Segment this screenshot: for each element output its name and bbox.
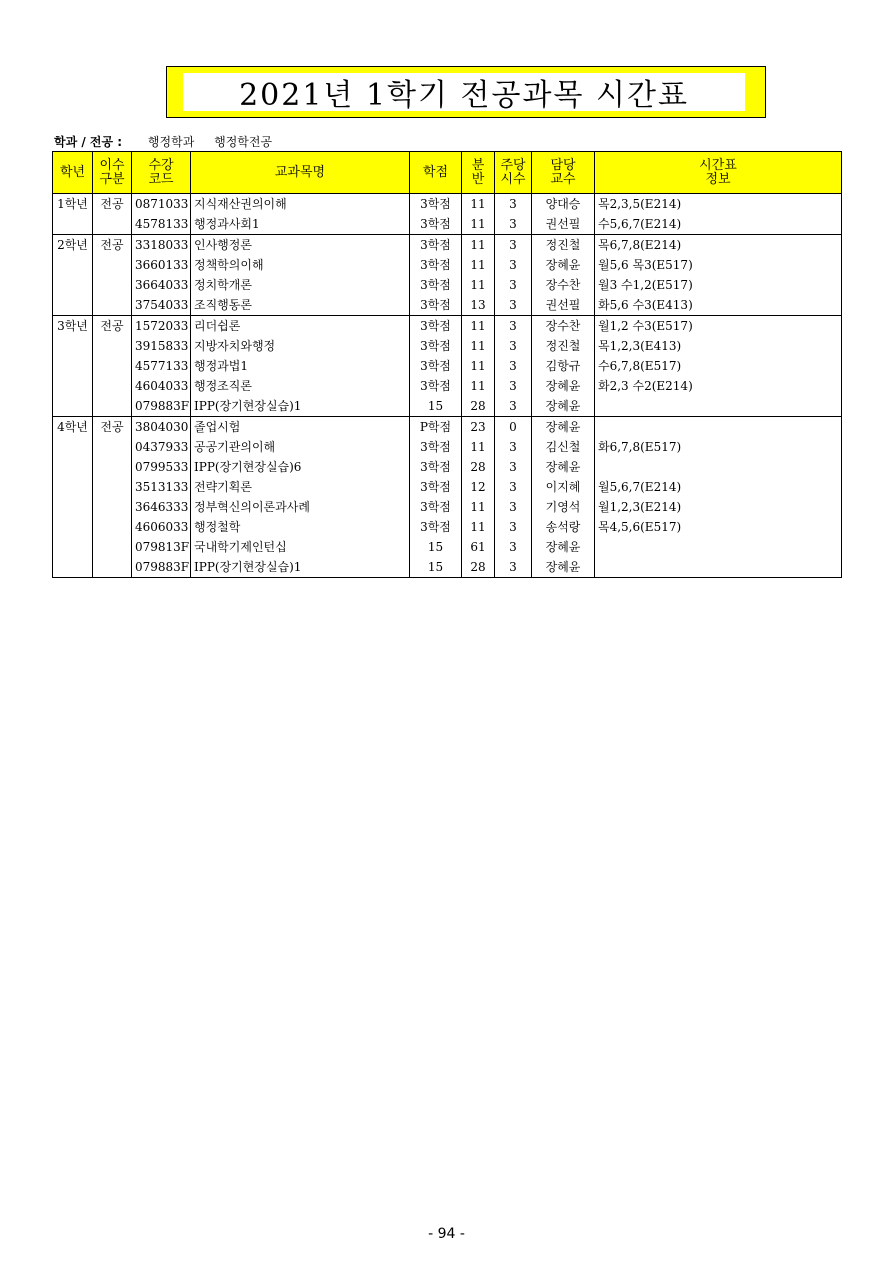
course-hours: 3 [495, 557, 532, 578]
header-course-name: 교과목명 [191, 152, 410, 194]
course-type [93, 457, 132, 477]
course-code: 0871033 [132, 194, 191, 215]
course-section: 23 [462, 417, 495, 438]
course-type: 전공 [93, 194, 132, 215]
table-row [53, 437, 842, 457]
course-code: 4578133 [132, 214, 191, 235]
course-credit: 3학점 [410, 376, 462, 396]
course-timetable: 목2,3,5(E214) [595, 194, 842, 215]
course-hours: 3 [495, 437, 532, 457]
course-professor: 김항규 [532, 356, 595, 376]
course-name: 조직행동론 [191, 295, 410, 316]
course-professor: 장수찬 [532, 275, 595, 295]
course-type [93, 437, 132, 457]
course-section: 11 [462, 517, 495, 537]
course-timetable [595, 396, 842, 417]
course-professor: 정진철 [532, 336, 595, 356]
course-hours: 3 [495, 497, 532, 517]
course-credit: P학점 [410, 417, 462, 438]
course-professor: 장혜윤 [532, 537, 595, 557]
course-professor: 장혜윤 [532, 255, 595, 275]
course-credit: 3학점 [410, 356, 462, 376]
table-row [53, 255, 842, 275]
table-row [53, 477, 842, 497]
course-code: 4577133 [132, 356, 191, 376]
course-year [53, 557, 93, 578]
course-year: 1학년 [53, 194, 93, 215]
course-timetable: 목4,5,6(E517) [595, 517, 842, 537]
course-code: 1572033 [132, 316, 191, 337]
course-name: 행정철학 [191, 517, 410, 537]
course-type [93, 336, 132, 356]
course-professor: 권선필 [532, 214, 595, 235]
course-code: 3664033 [132, 275, 191, 295]
course-type [93, 275, 132, 295]
course-hours: 3 [495, 235, 532, 256]
course-code: 079813F [132, 537, 191, 557]
course-professor: 기영석 [532, 497, 595, 517]
course-type: 전공 [93, 235, 132, 256]
course-timetable: 월3 수1,2(E517) [595, 275, 842, 295]
course-timetable: 월5,6 목3(E517) [595, 255, 842, 275]
course-year [53, 457, 93, 477]
course-year [53, 437, 93, 457]
course-name: IPP(장기현장실습)1 [191, 396, 410, 417]
course-hours: 0 [495, 417, 532, 438]
course-code: 3513133 [132, 477, 191, 497]
course-timetable: 월1,2,3(E214) [595, 497, 842, 517]
course-name: 행정조직론 [191, 376, 410, 396]
course-hours: 3 [495, 537, 532, 557]
course-type [93, 517, 132, 537]
course-credit: 3학점 [410, 295, 462, 316]
course-credit: 3학점 [410, 194, 462, 215]
course-type [93, 477, 132, 497]
course-credit: 3학점 [410, 457, 462, 477]
course-credit: 3학점 [410, 497, 462, 517]
course-code: 3804030 [132, 417, 191, 438]
course-type [93, 255, 132, 275]
table-row [53, 275, 842, 295]
course-year [53, 356, 93, 376]
course-credit: 3학점 [410, 336, 462, 356]
course-type [93, 356, 132, 376]
table-row [53, 235, 842, 256]
course-year: 3학년 [53, 316, 93, 337]
course-name: 지식재산권의이해 [191, 194, 410, 215]
course-name: 국내학기제인턴십 [191, 537, 410, 557]
course-name: 정부혁신의이론과사례 [191, 497, 410, 517]
course-name: 리더쉽론 [191, 316, 410, 337]
course-section: 11 [462, 194, 495, 215]
course-timetable: 화6,7,8(E517) [595, 437, 842, 457]
course-section: 11 [462, 356, 495, 376]
course-hours: 3 [495, 194, 532, 215]
table-row [53, 417, 842, 438]
course-name: 졸업시험 [191, 417, 410, 438]
course-section: 12 [462, 477, 495, 497]
course-professor: 정진철 [532, 235, 595, 256]
course-year [53, 336, 93, 356]
schedule-body [53, 194, 842, 578]
course-timetable: 수5,6,7(E214) [595, 214, 842, 235]
title-box [166, 66, 766, 118]
course-timetable [595, 417, 842, 438]
table-row [53, 457, 842, 477]
course-timetable: 화5,6 수3(E413) [595, 295, 842, 316]
course-timetable: 목6,7,8(E214) [595, 235, 842, 256]
course-credit: 3학점 [410, 316, 462, 337]
course-type [93, 497, 132, 517]
course-credit: 3학점 [410, 255, 462, 275]
course-hours: 3 [495, 457, 532, 477]
course-credit: 3학점 [410, 437, 462, 457]
course-code: 4604033 [132, 376, 191, 396]
course-name: 인사행정론 [191, 235, 410, 256]
department-name: 행정학과 [147, 135, 195, 149]
course-name: 행정과사회1 [191, 214, 410, 235]
course-section: 11 [462, 376, 495, 396]
course-timetable: 화2,3 수2(E214) [595, 376, 842, 396]
course-code: 3660133 [132, 255, 191, 275]
course-year [53, 295, 93, 316]
course-hours: 3 [495, 396, 532, 417]
table-row [53, 194, 842, 215]
course-type: 전공 [93, 417, 132, 438]
table-row [53, 214, 842, 235]
course-type [93, 537, 132, 557]
course-type [93, 376, 132, 396]
course-type [93, 557, 132, 578]
table-row [53, 497, 842, 517]
course-name: 전략기획론 [191, 477, 410, 497]
schedule-table [52, 151, 842, 578]
course-section: 11 [462, 437, 495, 457]
course-section: 61 [462, 537, 495, 557]
course-section: 11 [462, 214, 495, 235]
course-code: 0437933 [132, 437, 191, 457]
course-section: 11 [462, 255, 495, 275]
page-title: 2021년 1학기 전공과목 시간표 [183, 73, 745, 111]
course-professor: 김신철 [532, 437, 595, 457]
course-section: 28 [462, 396, 495, 417]
course-hours: 3 [495, 275, 532, 295]
course-professor: 장수찬 [532, 316, 595, 337]
course-professor: 장혜윤 [532, 376, 595, 396]
course-timetable: 월5,6,7(E214) [595, 477, 842, 497]
course-credit: 3학점 [410, 477, 462, 497]
course-professor: 이지혜 [532, 477, 595, 497]
course-credit: 15 [410, 396, 462, 417]
course-timetable [595, 557, 842, 578]
major-name: 행정학전공 [214, 135, 273, 149]
course-professor: 양대승 [532, 194, 595, 215]
course-hours: 3 [495, 214, 532, 235]
course-professor: 장혜윤 [532, 557, 595, 578]
course-credit: 15 [410, 537, 462, 557]
course-section: 28 [462, 457, 495, 477]
course-code: 4606033 [132, 517, 191, 537]
course-year [53, 537, 93, 557]
course-credit: 3학점 [410, 235, 462, 256]
header-hours: 주당 시수 [495, 152, 532, 194]
course-credit: 3학점 [410, 275, 462, 295]
course-type [93, 214, 132, 235]
course-timetable: 목1,2,3(E413) [595, 336, 842, 356]
table-row [53, 537, 842, 557]
header-type: 이수 구분 [93, 152, 132, 194]
course-timetable: 수6,7,8(E517) [595, 356, 842, 376]
table-row [53, 336, 842, 356]
course-year [53, 275, 93, 295]
course-section: 28 [462, 557, 495, 578]
course-professor: 권선필 [532, 295, 595, 316]
course-code: 3754033 [132, 295, 191, 316]
header-section: 분 반 [462, 152, 495, 194]
course-professor: 장혜윤 [532, 396, 595, 417]
course-credit: 3학점 [410, 214, 462, 235]
course-year: 4학년 [53, 417, 93, 438]
course-code: 3646333 [132, 497, 191, 517]
course-professor: 송석랑 [532, 517, 595, 537]
course-code: 3915833 [132, 336, 191, 356]
table-row [53, 557, 842, 578]
course-name: 지방자치와행정 [191, 336, 410, 356]
department-label: 학과 / 전공 : [54, 135, 123, 149]
course-year [53, 396, 93, 417]
course-section: 11 [462, 275, 495, 295]
course-year [53, 477, 93, 497]
course-code: 0799533 [132, 457, 191, 477]
course-timetable [595, 457, 842, 477]
course-timetable: 월1,2 수3(E517) [595, 316, 842, 337]
course-code: 079883F [132, 557, 191, 578]
course-timetable [595, 537, 842, 557]
course-section: 11 [462, 497, 495, 517]
course-name: 공공기관의이해 [191, 437, 410, 457]
course-section: 13 [462, 295, 495, 316]
course-credit: 3학점 [410, 517, 462, 537]
course-section: 11 [462, 316, 495, 337]
course-year [53, 517, 93, 537]
course-name: IPP(장기현장실습)1 [191, 557, 410, 578]
course-name: 정치학개론 [191, 275, 410, 295]
header-code: 수강 코드 [132, 152, 191, 194]
course-year [53, 255, 93, 275]
course-code: 079883F [132, 396, 191, 417]
course-professor: 장혜윤 [532, 457, 595, 477]
page-number: - 94 - [428, 1226, 465, 1242]
course-hours: 3 [495, 336, 532, 356]
course-hours: 3 [495, 477, 532, 497]
course-year [53, 497, 93, 517]
table-row [53, 356, 842, 376]
course-section: 11 [462, 235, 495, 256]
course-type [93, 396, 132, 417]
table-row [53, 396, 842, 417]
course-hours: 3 [495, 356, 532, 376]
header-credit: 학점 [410, 152, 462, 194]
header-timetable: 시간표 정보 [595, 152, 842, 194]
course-code: 3318033 [132, 235, 191, 256]
table-row [53, 376, 842, 396]
course-hours: 3 [495, 295, 532, 316]
course-hours: 3 [495, 316, 532, 337]
course-credit: 15 [410, 557, 462, 578]
course-year: 2학년 [53, 235, 93, 256]
table-header-row [53, 152, 842, 194]
table-row [53, 517, 842, 537]
table-row [53, 316, 842, 337]
course-type: 전공 [93, 316, 132, 337]
header-professor: 담당 교수 [532, 152, 595, 194]
course-hours: 3 [495, 255, 532, 275]
header-year: 학년 [53, 152, 93, 194]
course-name: 정책학의이해 [191, 255, 410, 275]
course-professor: 장혜윤 [532, 417, 595, 438]
course-name: 행정과법1 [191, 356, 410, 376]
department-line [54, 133, 288, 150]
course-hours: 3 [495, 376, 532, 396]
course-year [53, 376, 93, 396]
course-year [53, 214, 93, 235]
course-hours: 3 [495, 517, 532, 537]
course-name: IPP(장기현장실습)6 [191, 457, 410, 477]
table-row [53, 295, 842, 316]
course-type [93, 295, 132, 316]
course-section: 11 [462, 336, 495, 356]
